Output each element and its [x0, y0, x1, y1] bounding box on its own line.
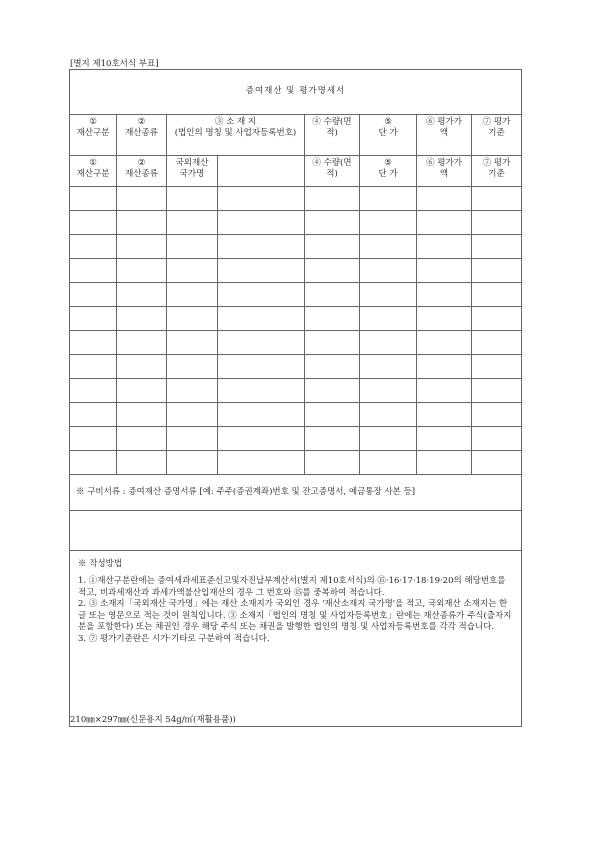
required-documents-note: ※ 구비서류 : 증여재산 증명서류 [예: 주주(증권계좌)번호 및 잔고증명서, 예금통장 사본 등] [70, 475, 522, 511]
table-row [70, 307, 522, 331]
input-cell[interactable] [117, 307, 167, 331]
input-cell[interactable] [167, 259, 218, 283]
input-cell[interactable] [360, 331, 417, 355]
input-cell[interactable] [360, 403, 417, 427]
input-cell[interactable] [472, 403, 522, 427]
input-cell[interactable] [167, 427, 218, 451]
input-cell[interactable] [305, 187, 360, 211]
input-cell[interactable] [472, 331, 522, 355]
input-cell[interactable] [167, 235, 218, 259]
table-row [70, 355, 522, 379]
input-cell[interactable] [70, 187, 117, 211]
table-row [70, 187, 522, 211]
input-cell[interactable] [305, 355, 360, 379]
header-assessment-basis: ⑦ 평가 기준 [472, 156, 522, 187]
input-cell[interactable] [305, 283, 360, 307]
input-cell[interactable] [117, 259, 167, 283]
input-cell[interactable] [167, 331, 218, 355]
input-cell[interactable] [360, 259, 417, 283]
input-cell[interactable] [167, 403, 218, 427]
input-cell[interactable] [218, 187, 305, 211]
input-cell[interactable] [417, 427, 472, 451]
input-cell[interactable] [472, 451, 522, 475]
input-cell[interactable] [117, 451, 167, 475]
table-row [70, 211, 522, 235]
table-row [70, 259, 522, 283]
input-cell[interactable] [360, 451, 417, 475]
input-cell[interactable] [117, 211, 167, 235]
input-cell[interactable] [305, 211, 360, 235]
input-cell[interactable] [305, 307, 360, 331]
input-cell[interactable] [218, 259, 305, 283]
input-cell[interactable] [218, 451, 305, 475]
input-cell[interactable] [70, 235, 117, 259]
header-assessed-value: ⑥ 평가가 액 [417, 156, 472, 187]
input-cell[interactable] [70, 211, 117, 235]
input-cell[interactable] [305, 235, 360, 259]
input-cell[interactable] [417, 307, 472, 331]
header-row-1 [70, 115, 522, 156]
input-cell[interactable] [70, 331, 117, 355]
input-cell[interactable] [218, 331, 305, 355]
input-cell[interactable] [305, 331, 360, 355]
input-cell[interactable] [305, 451, 360, 475]
header-quantity: ④ 수량(면 적) [305, 115, 360, 156]
input-cell[interactable] [70, 379, 117, 403]
input-cell[interactable] [167, 379, 218, 403]
input-cell[interactable] [117, 187, 167, 211]
header-assessment-basis: ⑦ 평가 기준 [472, 115, 522, 156]
table-row [70, 331, 522, 355]
input-cell[interactable] [417, 355, 472, 379]
header-quantity: ④ 수량(면 적) [305, 156, 360, 187]
input-cell[interactable] [417, 403, 472, 427]
header-assessed-value: ⑥ 평가가 액 [417, 115, 472, 156]
input-cell[interactable] [472, 259, 522, 283]
input-cell[interactable] [417, 451, 472, 475]
input-cell[interactable] [472, 211, 522, 235]
instructions-section [70, 551, 522, 727]
input-cell[interactable] [472, 235, 522, 259]
input-cell[interactable] [70, 451, 117, 475]
input-cell[interactable] [305, 427, 360, 451]
input-cell[interactable] [218, 307, 305, 331]
instruction-item: 3. ⑦ 평가기준란은 시가·기타로 구분하여 적습니다. [78, 633, 270, 644]
input-cell[interactable] [117, 379, 167, 403]
paper-spec-footer: 210㎜×297㎜(신문용지 54g/㎡(재활용품)) [70, 715, 236, 725]
input-cell[interactable] [218, 235, 305, 259]
header-property-type: ② 재산종류 [117, 115, 167, 156]
input-cell[interactable] [360, 307, 417, 331]
input-cell[interactable] [70, 307, 117, 331]
input-cell[interactable] [360, 427, 417, 451]
table-row [70, 235, 522, 259]
form-title: 증여재산 및 평가명세서 [70, 70, 522, 115]
input-cell[interactable] [360, 211, 417, 235]
header-property-class: ① 재산구분 [70, 156, 117, 187]
input-cell[interactable] [70, 403, 117, 427]
input-cell[interactable] [472, 427, 522, 451]
header-unit-price: ⑤ 단 가 [360, 115, 417, 156]
input-cell[interactable] [218, 355, 305, 379]
input-cell[interactable] [360, 187, 417, 211]
instruction-item: 2. ③ 소재지「국외재산 국가명」에는 재산 소재지가 국외인 경우 '재산소재지 국가명'을 적고, 국외재산 소재지는 한글 또는 영문으로 적는 것이 원칙입니다. ③ 소재지「법인의 명칭 및 사업자등록번호」란에는 재산종류가 주식(출자지분을 포함한다) 또는 채권인 경우 해당 주식 또는 채권을 발행한 법인의 명칭 및 사업자등록번호를 각각 적습니다. [78, 599, 512, 633]
header-blank [218, 156, 305, 187]
input-cell[interactable] [117, 235, 167, 259]
input-cell[interactable] [70, 427, 117, 451]
input-cell[interactable] [305, 403, 360, 427]
input-cell[interactable] [417, 211, 472, 235]
table-row [70, 427, 522, 451]
input-cell[interactable] [218, 211, 305, 235]
input-cell[interactable] [417, 187, 472, 211]
input-cell[interactable] [218, 403, 305, 427]
input-cell[interactable] [472, 187, 522, 211]
input-cell[interactable] [417, 379, 472, 403]
input-cell[interactable] [472, 283, 522, 307]
table-row [70, 451, 522, 475]
input-cell[interactable] [417, 283, 472, 307]
input-cell[interactable] [417, 331, 472, 355]
input-cell[interactable] [472, 379, 522, 403]
instructions-title: ※ 작성방법 [78, 559, 123, 569]
input-cell[interactable] [305, 379, 360, 403]
input-cell[interactable] [218, 379, 305, 403]
table-row [70, 379, 522, 403]
input-cell[interactable] [70, 283, 117, 307]
input-cell[interactable] [167, 355, 218, 379]
table-row [70, 403, 522, 427]
input-cell[interactable] [70, 355, 117, 379]
input-cell[interactable] [360, 235, 417, 259]
input-cell[interactable] [70, 259, 117, 283]
input-cell[interactable] [360, 283, 417, 307]
instruction-item: 1. ①재산구분란에는 증여세과세표준신고및자진납부계산서(별지 제10호서식)의 ⑮·16·17·18·19·20의 해당번호를 적고, 비과세재산과 과세가액불산입재산의 경우 그 번호와 ⑮를 중복하여 적습니다. [78, 576, 506, 598]
header-row-2 [70, 156, 522, 187]
input-cell[interactable] [218, 427, 305, 451]
input-cell[interactable] [360, 379, 417, 403]
input-cell[interactable] [167, 187, 218, 211]
input-cell[interactable] [218, 283, 305, 307]
header-unit-price: ⑤ 단 가 [360, 156, 417, 187]
table-row [70, 283, 522, 307]
input-cell[interactable] [117, 427, 167, 451]
input-cell[interactable] [417, 235, 472, 259]
header-location: ③ 소 재 지 (법인의 명칭 및 사업자등록번호) [167, 115, 305, 156]
input-cell[interactable] [117, 403, 167, 427]
input-cell[interactable] [167, 307, 218, 331]
input-cell[interactable] [117, 331, 167, 355]
header-property-type: ② 재산종류 [117, 156, 167, 187]
input-cell[interactable] [472, 355, 522, 379]
input-cell[interactable] [167, 211, 218, 235]
input-cell[interactable] [117, 355, 167, 379]
header-overseas-country: 국외재산 국가명 [167, 156, 218, 187]
input-cell[interactable] [167, 451, 218, 475]
assessment-table [69, 69, 522, 727]
input-cell[interactable] [360, 355, 417, 379]
blank-area [70, 511, 522, 551]
input-cell[interactable] [472, 307, 522, 331]
input-cell[interactable] [417, 259, 472, 283]
input-cell[interactable] [117, 283, 167, 307]
header-property-class: ① 재산구분 [70, 115, 117, 156]
input-cell[interactable] [167, 283, 218, 307]
input-cell[interactable] [305, 259, 360, 283]
form-number-tag: [별지 제10호서식 부표] [70, 59, 159, 69]
